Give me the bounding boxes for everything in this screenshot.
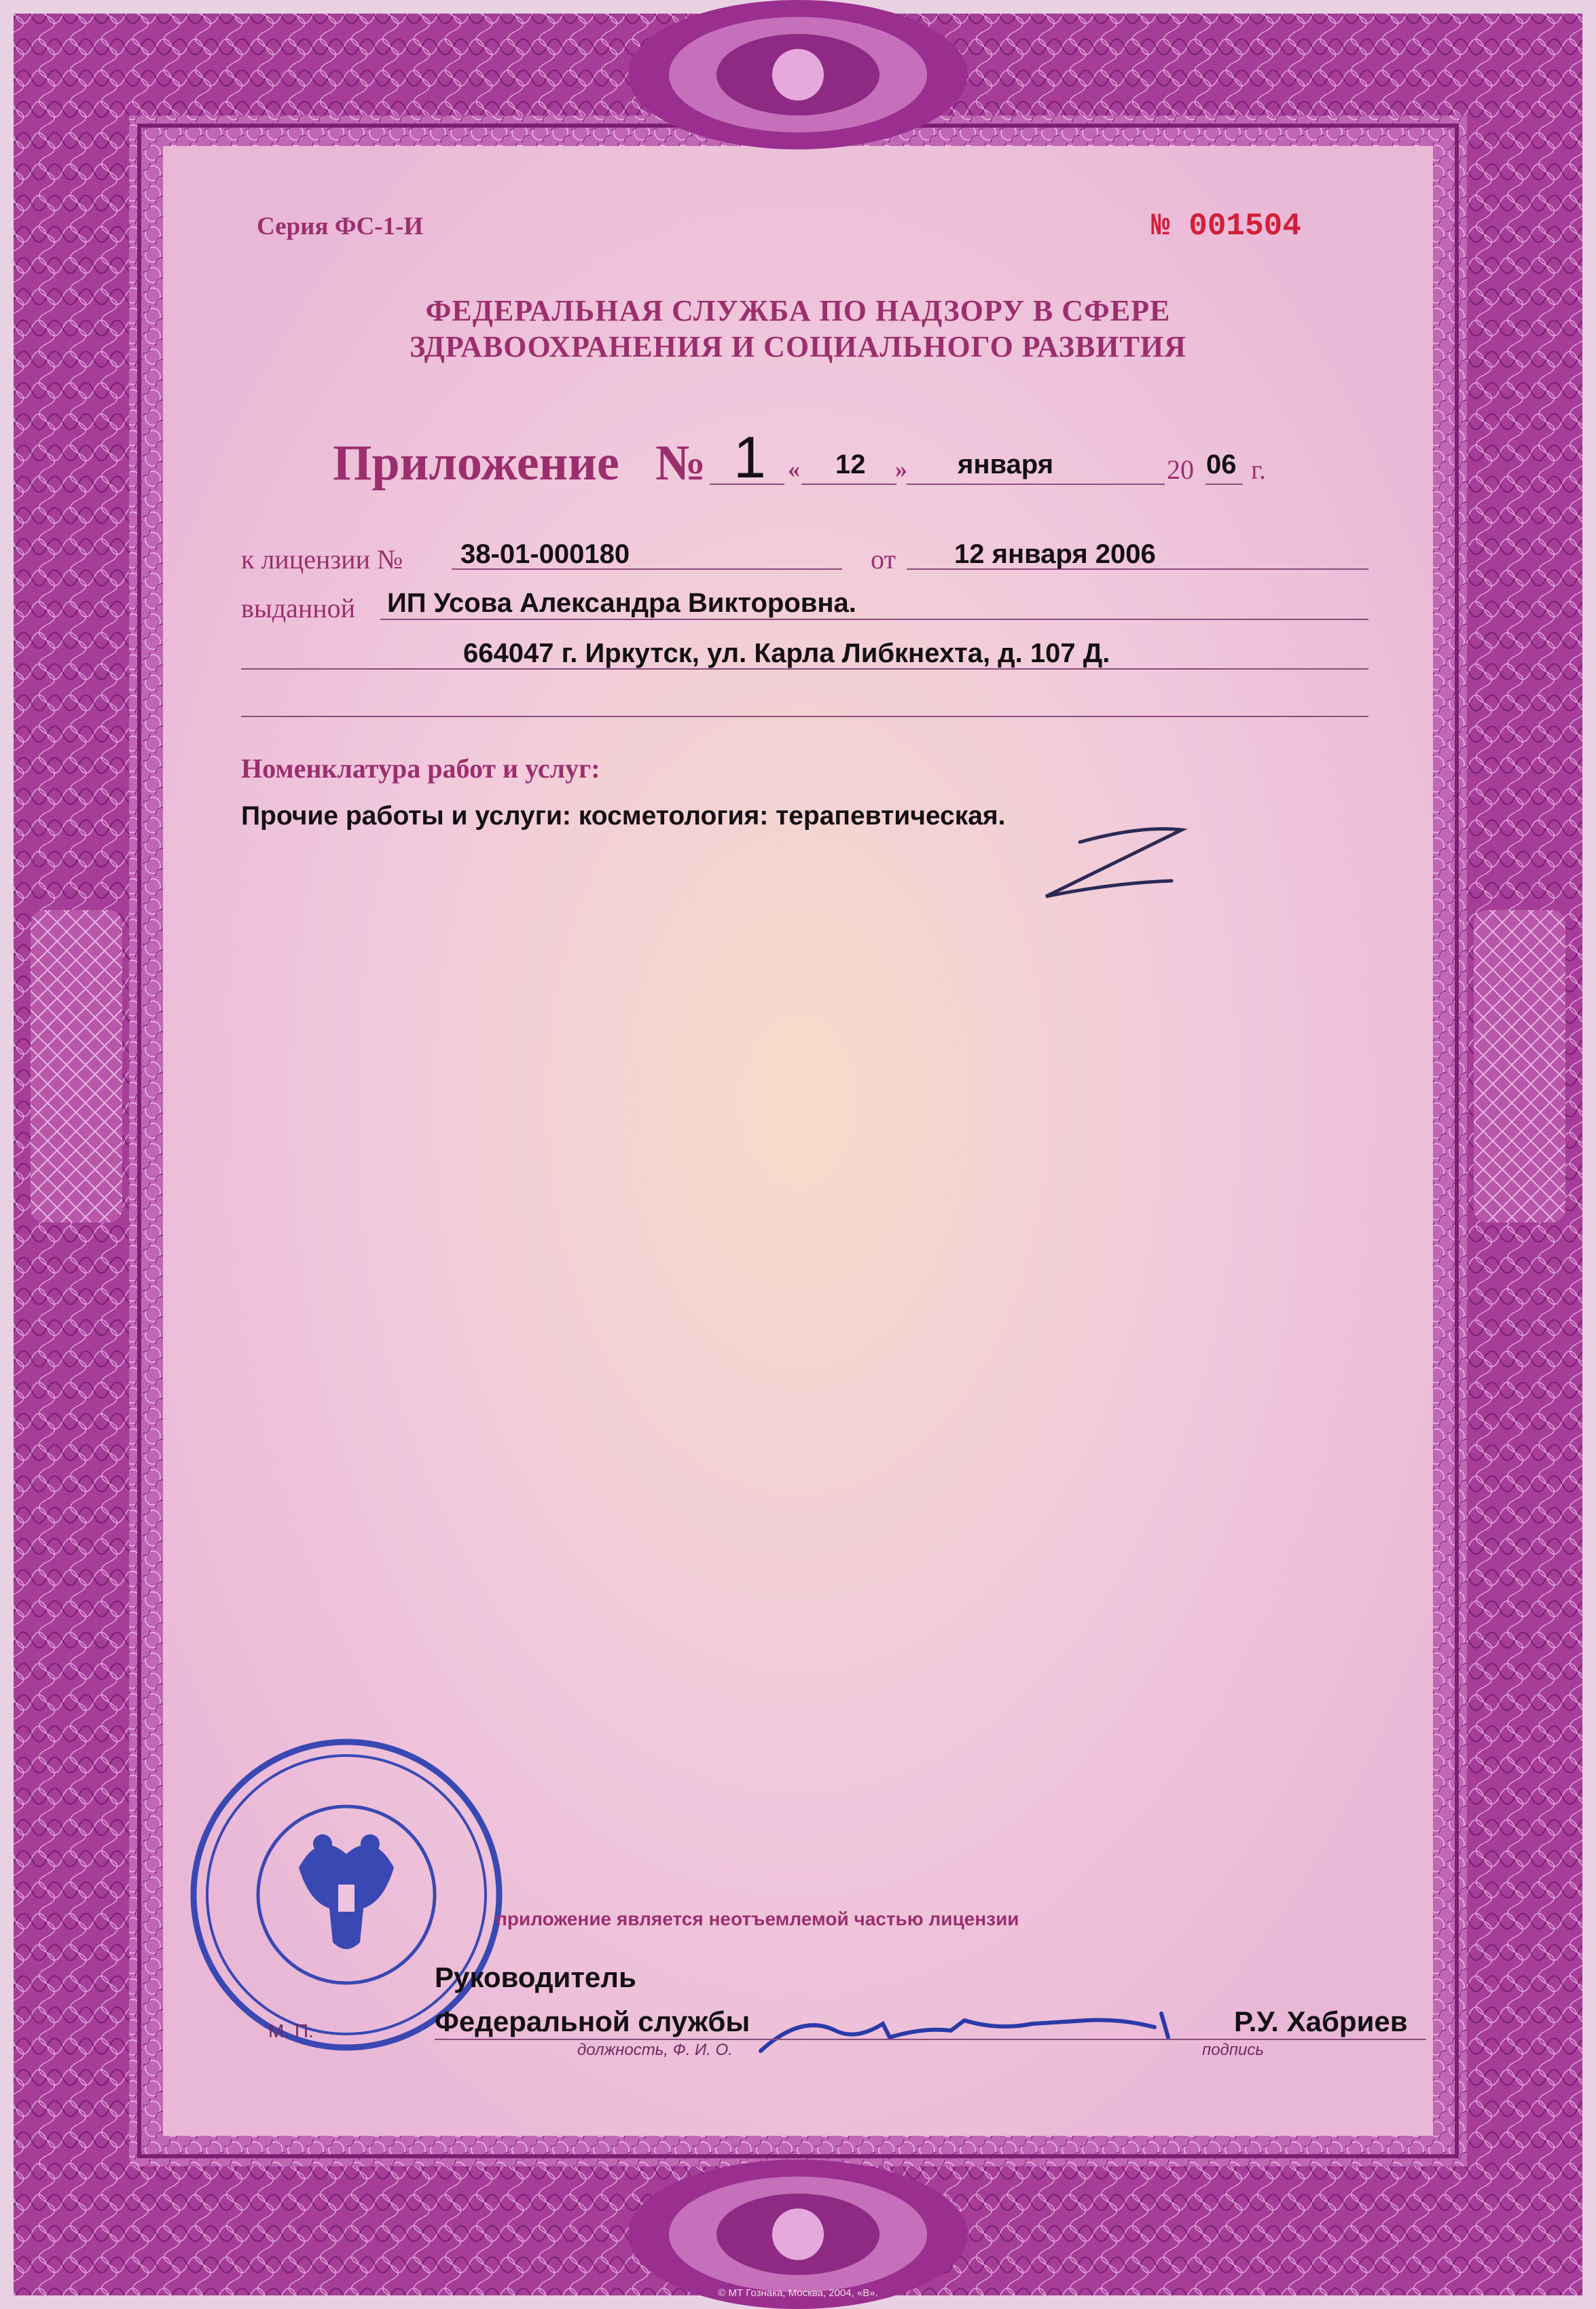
appendix-title: Приложение — [333, 435, 619, 491]
year-unit: г. — [1251, 454, 1266, 485]
top-rosette — [628, 0, 968, 149]
year-suffix: 06 — [1206, 450, 1237, 479]
license-number: 38-01-000180 — [460, 539, 630, 569]
appendix-month: января — [958, 450, 1054, 479]
day-open-quote: « — [788, 456, 800, 483]
license-holder: ИП Усова Александра Викторовна. — [387, 588, 856, 618]
agency-name-line1: ФЕДЕРАЛЬНАЯ СЛУЖБА ПО НАДЗОРУ В СФЕРЕ — [425, 294, 1171, 327]
appendix-day: 12 — [835, 450, 866, 479]
bottom-rosette — [628, 2160, 968, 2309]
license-from-label: от — [871, 544, 896, 575]
day-close-quote: » — [895, 456, 907, 483]
holder-address: 664047 г. Иркутск, ул. Карла Либкнехта, д. 107 Д. — [463, 638, 1110, 668]
mp-label: М. П. — [268, 2020, 314, 2041]
signature-caption: подпись — [1202, 2041, 1264, 2059]
license-label: к лицензии № — [241, 544, 403, 575]
integral-part-note: приложение является неотъемлемой частью лицензии — [496, 1908, 1019, 1929]
issued-label: выданной — [241, 593, 356, 623]
position-line1: Руководитель — [435, 1961, 636, 1993]
appendix-number-sign: № — [655, 435, 706, 491]
official-name: Р.У. Хабриев — [1234, 2005, 1408, 2037]
position-caption: должность, Ф. И. О. — [577, 2041, 733, 2059]
year-prefix: 20 — [1167, 454, 1194, 485]
appendix-number: 1 — [733, 425, 766, 490]
form-number: № 001504 — [1151, 208, 1301, 244]
agency-name-line2: ЗДРАВООХРАНЕНИЯ И СОЦИАЛЬНОГО РАЗВИТИЯ — [410, 330, 1186, 363]
nomenclature-label: Номенклатура работ и услуг: — [241, 753, 600, 784]
series-label: Серия ФС-1-И — [257, 213, 424, 240]
license-date: 12 января 2006 — [954, 539, 1156, 569]
nomenclature-text: Прочие работы и услуги: косметология: терапевтическая. — [241, 801, 1006, 831]
printer-imprint: © МТ Гознака, Москва, 2004, «В». — [718, 2287, 878, 2299]
position-line2: Федеральной службы — [435, 2005, 750, 2037]
